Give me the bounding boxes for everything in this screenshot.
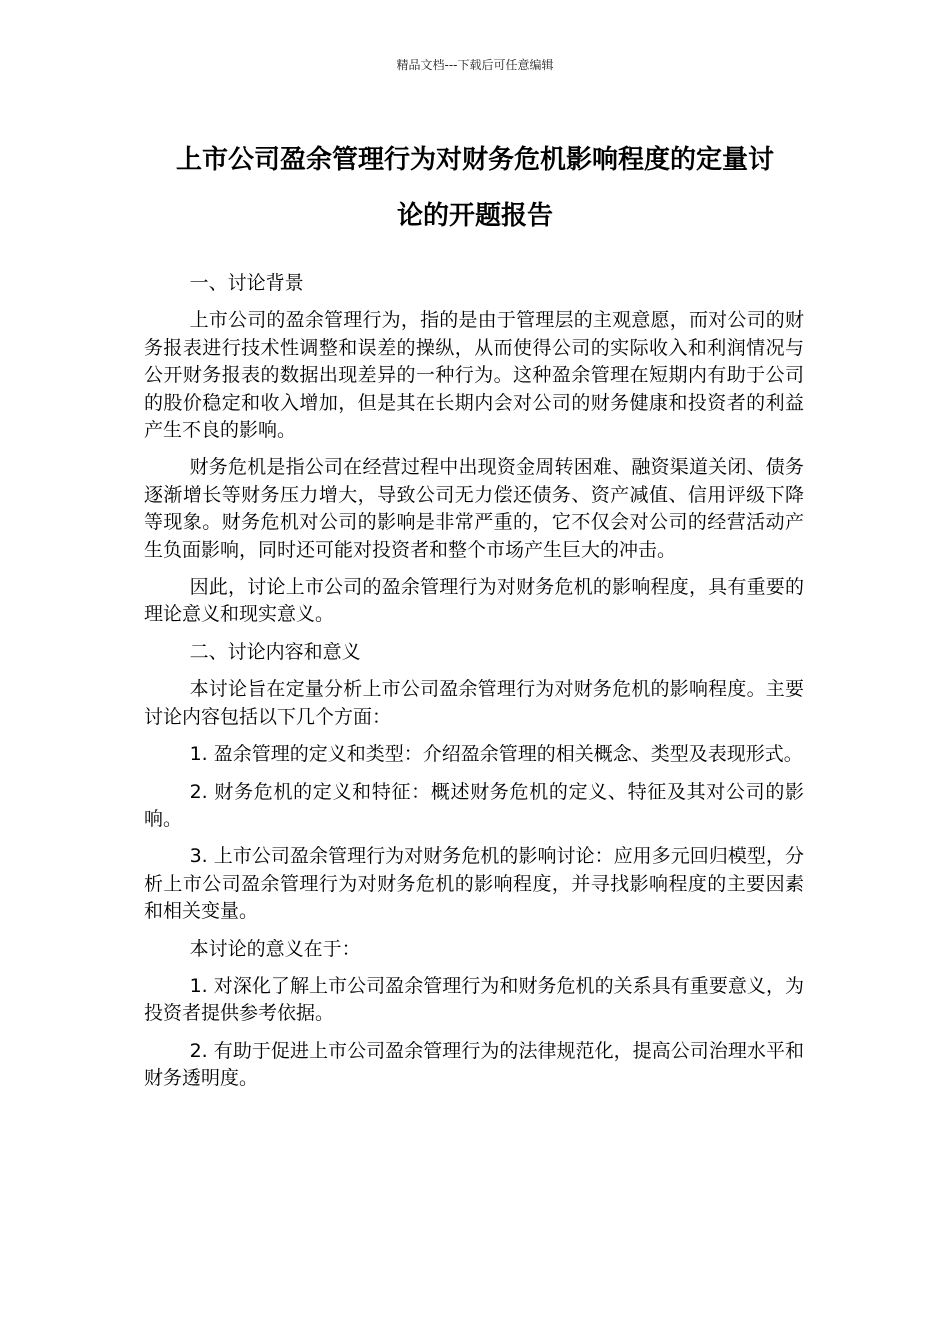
significance-intro: 本讨论的意义在于： [189, 937, 361, 960]
section-heading-content: 二、讨论内容和意义 [189, 640, 361, 663]
section-heading-background: 一、讨论背景 [189, 272, 304, 294]
background-paragraph-3: 因此，讨论上市公司的盈余管理行为对财务危机的影响程度，具有重要的理论意义和现实意义。 [144, 576, 804, 626]
title-line-2: 论的开题报告 [396, 201, 553, 231]
header-note: 精品文档---下载后可任意编辑 [396, 58, 554, 72]
background-paragraph-1: 上市公司的盈余管理行为，指的是由于管理层的主观意愿，而对公司的财务报表进行技术性调整和误差的操纵，从而使得公司的实际收入和利润情况与公开财务报表的数据出现差异的一种行为。这种盈余管理在短期内有助于公司的股价稳定和收入增加，但是其在长期内会对公司的财务健康和投资者的利益产生不良的影响。 [144, 309, 804, 442]
significance-item-2: 2. 有助于促进上市公司盈余管理行为的法律规范化，提高公司治理水平和财务透明度。 [144, 1039, 804, 1090]
document-title [140, 132, 810, 244]
title-line-1: 上市公司盈余管理行为对财务危机影响程度的定量讨 [175, 145, 774, 175]
content-item-3: 3. 上市公司盈余管理行为对财务危机的影响讨论：应用多元回归模型，分析上市公司盈余管理行为对财务危机的影响程度，并寻找影响程度的主要因素和相关变量。 [144, 845, 804, 923]
content-item-2: 2. 财务危机的定义和特征：概述财务危机的定义、特征及其对公司的影响。 [144, 780, 804, 830]
document-body [144, 270, 804, 1103]
content-intro-paragraph: 本讨论旨在定量分析上市公司盈余管理行为对财务危机的影响程度。主要讨论内容包括以下几个方面： [144, 678, 804, 728]
significance-item-1: 1. 对深化了解上市公司盈余管理行为和财务危机的关系具有重要意义，为投资者提供参考依据。 [144, 974, 804, 1025]
content-item-1: 1. 盈余管理的定义和类型：介绍盈余管理的相关概念、类型及表现形式。 [189, 743, 803, 766]
background-paragraph-2: 财务危机是指公司在经营过程中出现资金周转困难、融资渠道关闭、债务逐渐增长等财务压力增大，导致公司无力偿还债务、资产减值、信用评级下降等现象。财务危机对公司的影响是非常严重的，它不仅会对公司的经营活动产生负面影响，同时还可能对投资者和整个市场产生巨大的冲击。 [144, 456, 804, 561]
